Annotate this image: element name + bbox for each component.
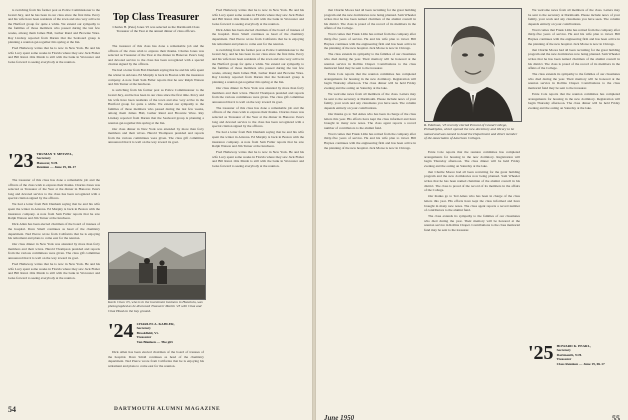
- paragraph: Our class dinner in New York was attended by more than forty members and their wives. Harold Thompson presided and reports from the various committees were given. The class gift committee announced that it is well on the way toward its goal.: [108, 126, 204, 145]
- text-column-5: [424, 150, 520, 402]
- paragraph: is switching from his former post as Police Commissioner to the Grand Jury, and he has been in our class since the first time. Percy and his wife have been residents of the town and also very active in the Hartford group for quite a while. We extend our sympathy to the families of those members who passed during the last few weeks, among them James Hall, Luther Rand and Brownie Ware. Ray Lindsay reported from Darien that the Seaboard group is planning a reunion get-together this spring at the Inn.: [108, 88, 204, 125]
- secretary-address: Dartmouth, N.H.: [556, 352, 583, 357]
- secretary-address: Brookfield, Vt.: [136, 330, 159, 335]
- paragraph: Fred Hatheway writes that he is now in New York. He and his wife Lucy spent some weeks in Florida where they saw Jack Fisher and Bill Rand. Otis Marsh is still with the bank in Worcester and looks forward to seeing everybody at the reunion.: [212, 150, 304, 168]
- spacer: [324, 150, 325, 151]
- paragraph: Word comes that Frank Little has retired from the company after thirty-five years of service. He and his wife plan to travel. Bill Haynes continues with the engineering firm and has been active in the planning of the new hospital. Jack Morse is now in Chicago.: [528, 27, 620, 46]
- paragraph: The treasurer of this class has done a remarkable job and the officers of the class wish to express their thanks. Charles Jones was selected as Treasurer of the Year at the dinner in Hanover. Pete's long and devoted service to the class has been recognized with a special citation signed by the officers.: [108, 44, 204, 67]
- paragraph: is switching from his former post as Police Commissioner to the Grand Jury, and he has been in our class since the first time. Percy and his wife have been residents of the town and also very active in the Hartford group for quite a while. We extend our sympathy to the families of those members who passed during the last few weeks, among them James Hall, Luther Rand and Brownie Ware. Ray Lindsay reported from Darien that the Seaboard group is planning a reunion get-together this spring at the Inn.: [212, 47, 304, 84]
- paragraph: Ernie Cole reports that the reunion committee has completed arrangements for housing in the new dormitory. Registration will begin Thursday afternoon. The class dinner will be held Friday evening and the outing on Saturday at the lake.: [424, 150, 520, 168]
- left-page: [0, 0, 312, 420]
- paragraph: Dick Allen has been elected chairman of the board of trustees of the hospital. Dave Small continues as head of the chemistry department. Ned Pierce wrote from California that he is enjoying his retirement and plans to come east for the reunion.: [108, 350, 204, 368]
- right-page: [316, 0, 628, 420]
- reunion-line: Reunion — June 19, 06-17: [36, 165, 76, 170]
- text-column-6a: [528, 8, 620, 368]
- portrait-photo: [424, 8, 522, 122]
- paragraph: The class extends its sympathy to the families of our classmates who died during the year. Their memory will be honored at the reunion service in Rollins Chapel. Contributions to the class memorial fund may be sent to the treasurer.: [424, 214, 520, 232]
- article-title: Top Class Treasurer: [112, 12, 200, 23]
- paragraph: that Charlie Moore had all been recruiting for the great building program and the new dormitories now being planned. Sam Wheeler writes that he has been named chairman of the alumni council in his district. The class is proud of the record of its members in the affairs of the College.: [324, 8, 416, 31]
- secretary-name: HOWARD K. PEARL,: [556, 344, 591, 348]
- paragraph: Our class dinner in New York was attended by more than forty members and their wives. Harold Thompson presided and reports from the various committees were given. The class gift committee announced that it is well on the way toward its goal.: [8, 242, 100, 260]
- text-column-4: [324, 8, 416, 402]
- paragraph: is switching from his former post as Police Commissioner to the Grand Jury, and he has been in our class since the first time. Percy and his wife have been residents of the town and also very active in the Hartford group for quite a while. We extend our sympathy to the families of those members who passed during the last few weeks, among them James Hall, Luther Rand and Brownie Ware. Ray Lindsay reported from Darien that the Seaboard group is planning a reunion get-together this spring at the Inn.: [8, 8, 100, 45]
- magazine-name: DARTMOUTH ALUMNI MAGAZINE: [114, 406, 221, 412]
- harbor-photo: [108, 232, 206, 300]
- paragraph: Fred Hatheway writes that he is now in New York. He and his wife Lucy spent some weeks in Florida where they saw Jack Fisher and Bill Rand. Otis Marsh is still with the bank in Worcester and looks forward to seeing everybody at the reunion.: [8, 262, 100, 280]
- class-year: '25: [528, 342, 554, 364]
- paragraph: We had a letter from Bob Dunham saying that he and his wife spent the winter in Arizona. Ed Murphy is back in Boston with the insurance company. A note from Sam Fuller reports that he saw Ralph Watson and Jim Turner at the luncheon.: [212, 130, 304, 149]
- secretary-address: Hanover, N.H.: [36, 160, 59, 165]
- paragraph: Word comes that Frank Little has retired from the company after thirty-five years of service. He and his wife plan to travel. Bill Haynes continues with the engineering firm and has been active in the planning of the new hospital. Jack Morse is now in Chicago.: [324, 32, 416, 51]
- paragraph: The treasurer of this class has done a remarkable job and the officers of the class wish to express their thanks. Charles Jones was selected as Treasurer of the Year at the dinner in Hanover. Pete's long and devoted service to the class has been recognized with a special citation signed by the officers.: [8, 178, 100, 201]
- photo-caption: Karin Chan '25, who is in the investment business in Honolulu, was photographed as he discussed Treasurer Martin '23 with Chaz and Chaz Head on the bay ground.: [108, 300, 203, 313]
- paragraph: that Charlie Moore had all been recruiting for the great building program and the new dormitories now being planned. Sam Wheeler writes that he has been named chairman of the alumni council in his district. The class is proud of the record of its members in the affairs of the College.: [424, 169, 520, 193]
- class-25-heading: [528, 344, 620, 366]
- portrait-illustration: [425, 9, 521, 121]
- left-footer: [8, 405, 304, 414]
- text-column-3: [212, 8, 304, 402]
- paragraph: Dick Allen has been elected chairman of the board of trustees of the hospital. Dave Small continues as head of the chemistry department. Ned Pierce wrote from California that he is enjoying his retirement and plans to come east for the reunion.: [212, 27, 304, 46]
- paragraph: The class extends its sympathy to the families of our classmates who died during the year. Their memory will be honored at the reunion service in Rollins Chapel. Contributions to the class memorial fund may be sent to the treasurer.: [528, 72, 620, 90]
- paragraph: Ernie Cole reports that the reunion committee has completed arrangements for housing in the new dormitory. Registration will begin Thursday afternoon. The class dinner will be held Friday evening and the outing on Saturday at the lake.: [528, 92, 620, 110]
- class-year: '23: [8, 150, 34, 172]
- paragraph: The class extends its sympathy to the families of our classmates who died during the year. Their memory will be honored at the reunion service in Rollins Chapel. Contributions to the class memorial fund may be sent to the treasurer.: [324, 52, 416, 71]
- class-23-heading: [8, 152, 100, 170]
- secretary-name: TRUMAN T. METZEL,: [36, 152, 73, 156]
- paragraph: that Charlie Moore had all been recruiting for the great building program and the new dormitories now being planned. Sam Wheeler writes that he has been named chairman of the alumni council in his district. The class is proud of the record of its members in the affairs of the College.: [528, 47, 620, 71]
- text-column-2a: [108, 44, 204, 224]
- paragraph: Dick Allen has been elected chairman of the board of trustees of the hospital. Dave Small continues as head of the chemistry department. Ned Pierce wrote from California that he is enjoying his retirement and plans to come east for the reunion.: [8, 222, 100, 241]
- paragraph: Fred Hatheway writes that he is now in New York. He and his wife Lucy spent some weeks in Florida where they saw Jack Fisher and Bill Rand. Otis Marsh is still with the bank in Worcester and looks forward to seeing everybody at the reunion.: [212, 8, 304, 26]
- paragraph: We welcome news from all members of the class. Letters may be sent to the secretary at Dartmouth. Please include news of your family, your work and any classmates you have seen. The column depends entirely on your contributions.: [324, 92, 416, 110]
- harbor-illustration: [109, 233, 205, 299]
- paragraph: Word comes that Frank Little has retired from the company after thirty-five years of service. He and his wife plan to travel. Bill Haynes continues with the engineering firm and has been active in the planning of the new hospital. Jack Morse is now in Chicago.: [324, 131, 416, 150]
- page-number: 55: [612, 414, 620, 420]
- paragraph: Our thanks go to Ted Ames who has been in charge of the class letters this year. His efforts have kept the class informed and have brought in many new notes. The class agent reports a record number of contributors to the alumni fund.: [424, 194, 520, 213]
- reunion-line: Van Blanken — The gift: [136, 339, 173, 344]
- photo-caption: R. Edelman, '25 recently elected Provost of Grand College, Philadelphia, which opened the new dormitory and library to be named and was named to head the Department and direct member of the Association of American Colleges.: [424, 123, 518, 141]
- issue-date: June 1950: [324, 414, 355, 420]
- text-column-1b: [8, 178, 100, 400]
- secretary-title: Secretary: [556, 348, 571, 353]
- paragraph: Our thanks go to Ted Ames who has been in charge of the class letters this year. His efforts have kept the class informed and have brought in many new notes. The class agent reports a record number of contributors to the alumni fund.: [324, 111, 416, 130]
- reunion-line: Class Reunion — June 19, 06-17: [556, 361, 605, 366]
- paragraph: Ernie Cole reports that the reunion committee has completed arrangements for housing in the new dormitory. Registration will begin Thursday afternoon. The class dinner will be held Friday evening and the outing on Saturday at the lake.: [324, 72, 416, 90]
- secretary-name: CHARLES A. KAHLER,: [136, 322, 175, 326]
- paragraph: We had a letter from Bob Dunham saying that he and his wife spent the winter in Arizona. Ed Murphy is back in Boston with the insurance company. A note from Sam Fuller reports that he saw Ralph Watson and Jim Turner at the luncheon.: [108, 68, 204, 87]
- treasurer-line: Treasurer: [136, 335, 152, 340]
- secretary-title: Secretary: [36, 156, 51, 161]
- secretary-title: Secretary: [136, 326, 151, 331]
- class-year: '24: [108, 320, 134, 342]
- text-column-1a: [8, 8, 100, 150]
- paragraph: We had a letter from Bob Dunham saying that he and his wife spent the winter in Arizona. Ed Murphy is back in Boston with the insurance company. A note from Sam Fuller reports that he saw Ralph Watson and Jim Turner at the luncheon.: [8, 202, 100, 221]
- paragraph: We welcome news from all members of the class. Letters may be sent to the secretary at Dartmouth. Please include news of your family, your work and any classmates you have seen. The column depends entirely on your contributions.: [528, 8, 620, 26]
- paragraph: Fred Hatheway writes that he is now in New York. He and his wife Lucy spent some weeks in Florida where they saw Jack Fisher and Bill Rand. Otis Marsh is still with the bank in Worcester and looks forward to seeing everybody at the reunion.: [8, 46, 100, 65]
- article-subtitle: Charles H. (Pete) Jones '25 was selected as the Dartmouth Class Treasurer of the Year at the annual dinner of class officers.: [112, 25, 200, 34]
- treasurer-line: Treasurer: [556, 357, 572, 362]
- text-column-2b: [108, 350, 204, 402]
- paragraph: The treasurer of this class has done a remarkable job and the officers of the class wish to express their thanks. Charles Jones was selected as Treasurer of the Year at the dinner in Hanover. Pete's long and devoted service to the class has been recognized with a special citation signed by the officers.: [212, 105, 304, 129]
- page-number: 54: [8, 405, 16, 414]
- class-24-heading: [108, 322, 204, 344]
- article-title-block: [108, 12, 204, 33]
- paragraph: Our class dinner in New York was attended by more than forty members and their wives. Harold Thompson presided and reports from the various committees were given. The class gift committee announced that it is well on the way toward its goal.: [212, 86, 304, 104]
